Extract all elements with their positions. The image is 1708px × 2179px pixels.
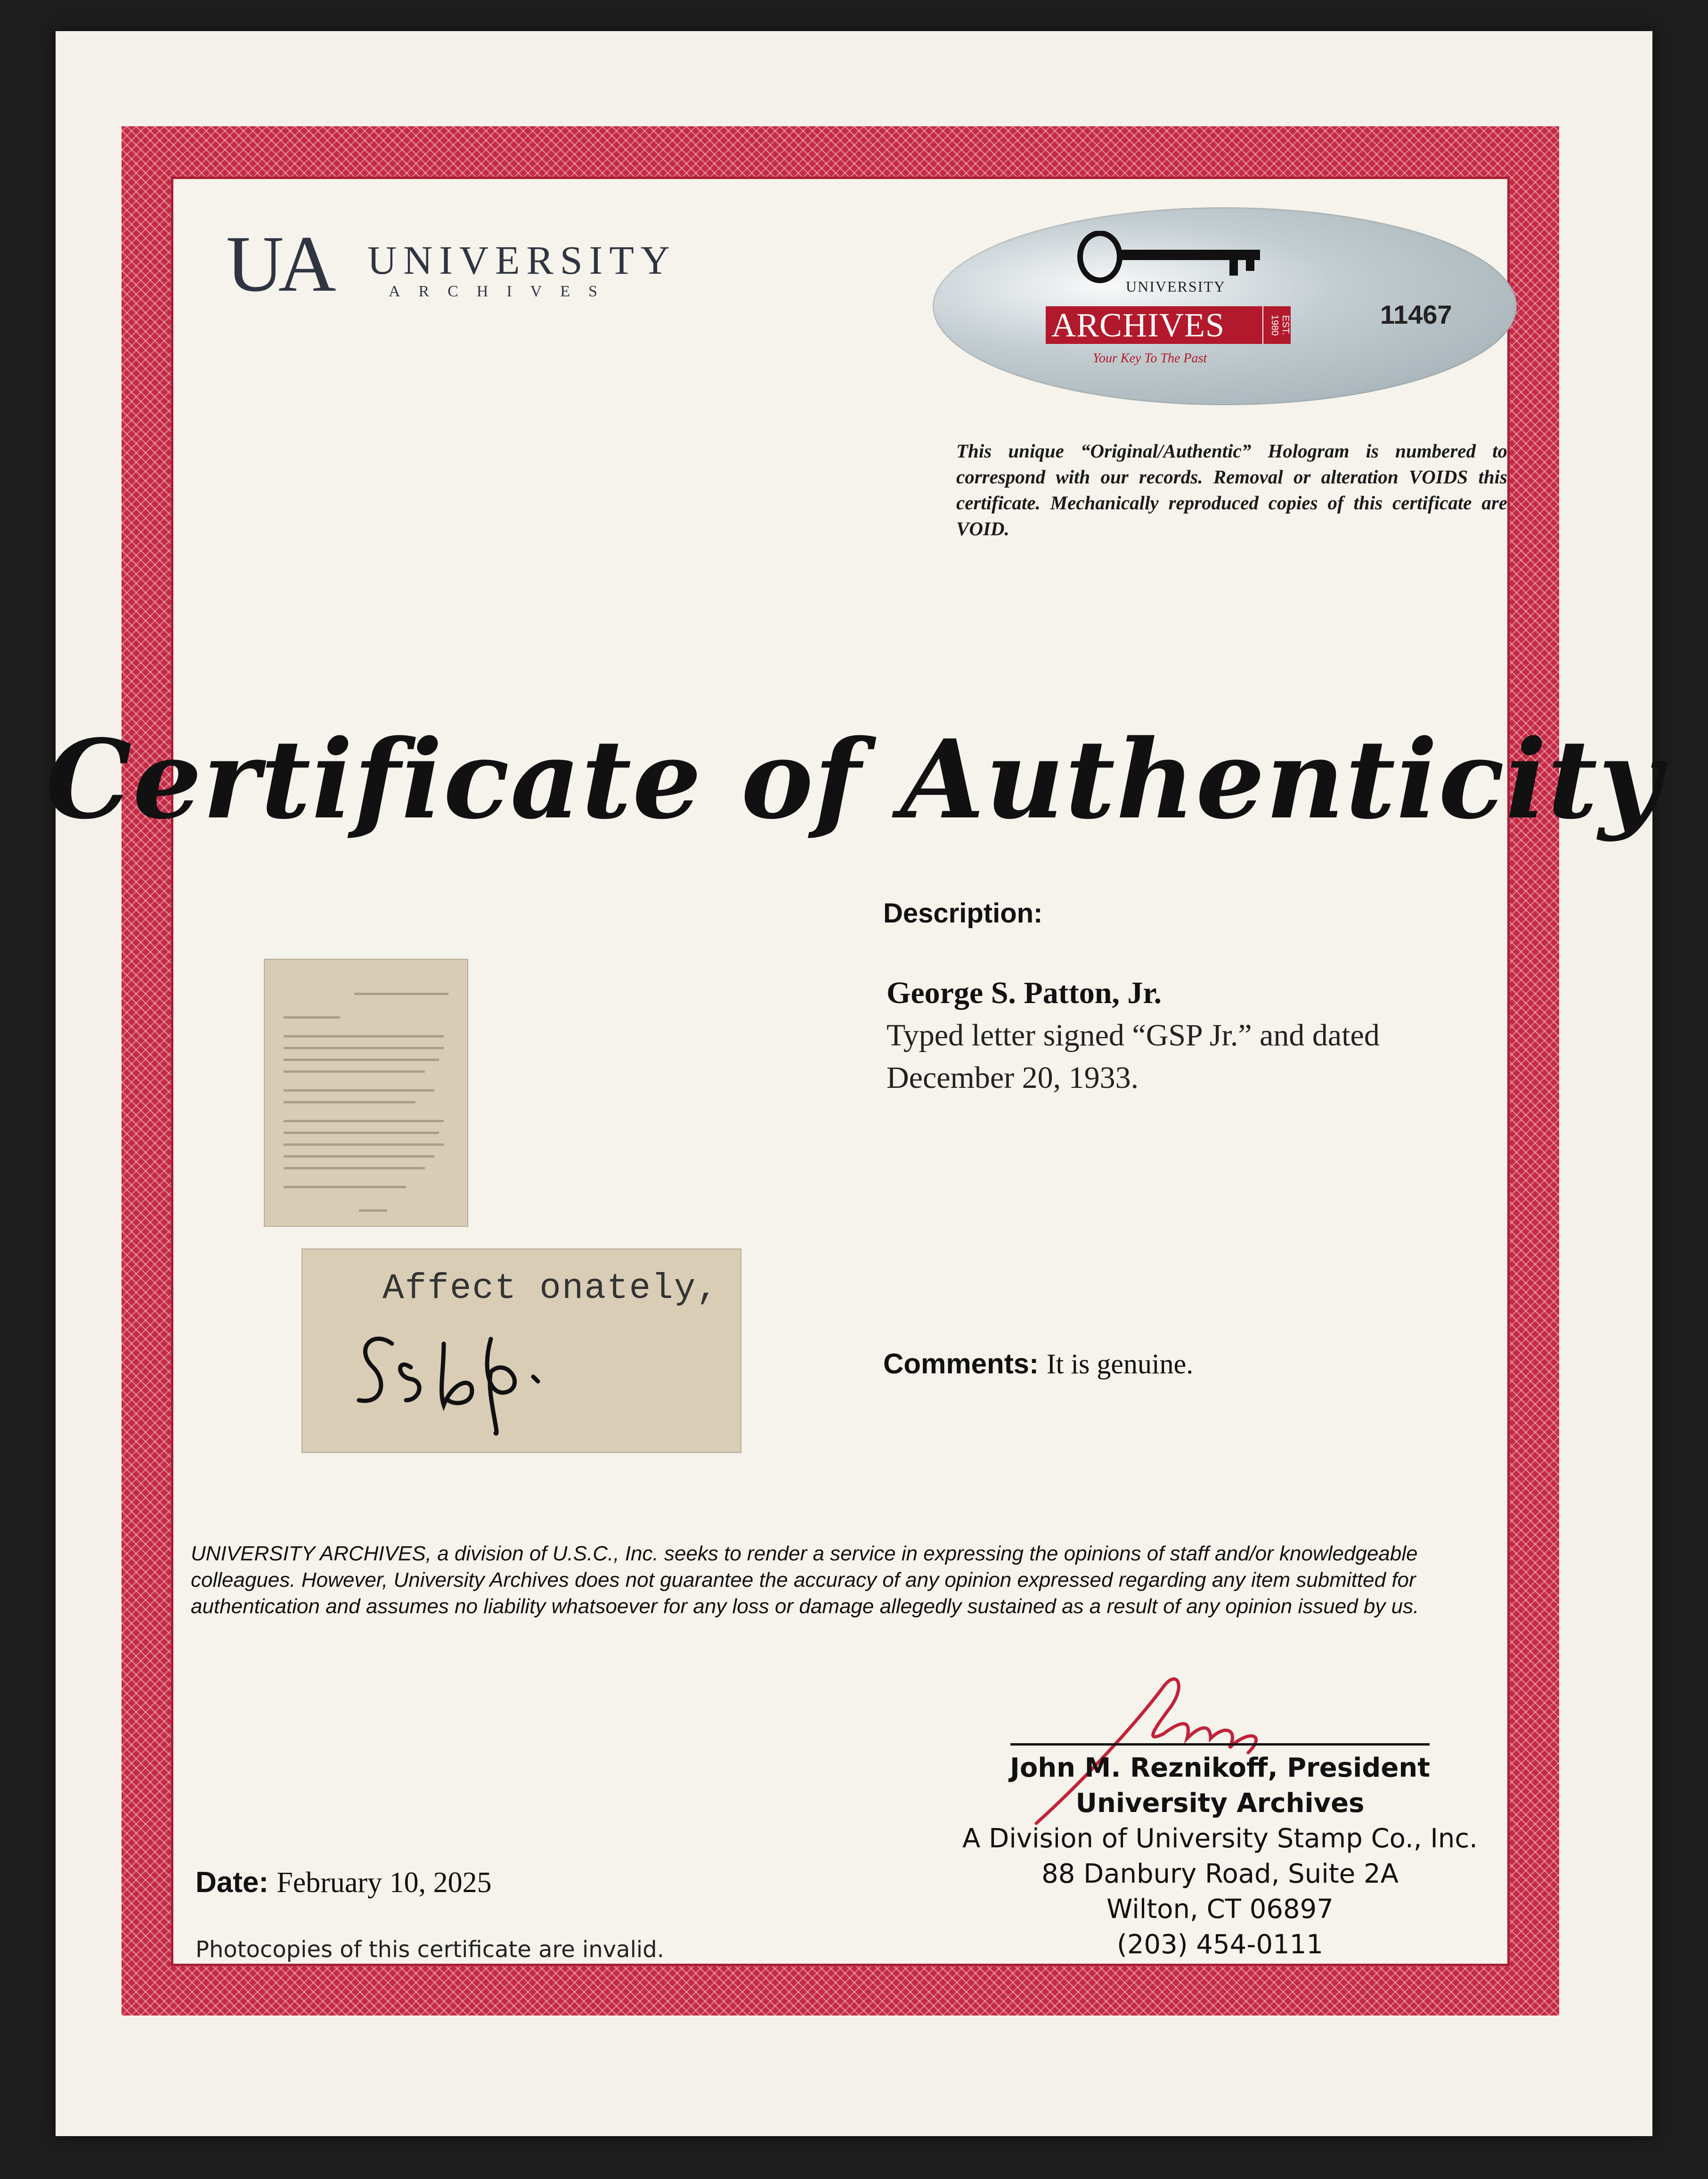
comments-label: Comments: <box>883 1348 1039 1379</box>
date-label: Date: <box>195 1866 269 1899</box>
logo-subtitle: ARCHIVES <box>389 283 616 300</box>
description-line-1: Typed letter signed “GSP Jr.” and dated <box>887 1018 1380 1053</box>
comments-value: It is genuine. <box>1046 1348 1194 1379</box>
date-value: February 10, 2025 <box>277 1867 492 1899</box>
address-line-2: Wilton, CT 06897 <box>1106 1894 1334 1925</box>
certificate-date <box>195 1866 492 1900</box>
signature-line <box>1010 1743 1430 1746</box>
hologram-notice: This unique “Original/Authentic” Hologram is numbered to correspond with our records. Removal or alteration VOIDS this certificate. Mechanically reproduced copies of this certificate are VOID. <box>956 440 1507 539</box>
phone-number: (203) 454-0111 <box>1117 1929 1323 1960</box>
disclaimer-text: UNIVERSITY ARCHIVES, a division of U.S.C., Inc. seeks to render a service in expressing the opinions of staff and/or knowledgeable colleagues. However, University Archives does not guarantee the accuracy of any opinion expressed regarding any item submitted for authentication and assumes no liability whatsoever for any loss or damage allegedly sustained as a result of any opinion issued by us. <box>191 1542 1419 1618</box>
logo-name: UNIVERSITY <box>367 237 676 283</box>
certificate-title: Certificate of Authenticity <box>45 716 1663 843</box>
typed-closing: Affect onately, <box>382 1268 719 1309</box>
logo-mark: UA <box>226 220 331 308</box>
description-line-2: December 20, 1933. <box>887 1061 1139 1095</box>
comments <box>883 1347 1193 1380</box>
patton-signature <box>302 1249 740 1452</box>
hologram-tagline: Your Key To The Past <box>1093 351 1207 366</box>
signature-detail-image <box>301 1249 741 1453</box>
letter-image <box>264 959 468 1227</box>
item-name: George S. Patton, Jr. <box>887 976 1162 1010</box>
president-name: John M. Reznikoff, President <box>1009 1753 1430 1783</box>
division-line: A Division of University Stamp Co., Inc. <box>962 1823 1478 1854</box>
photocopy-notice: Photocopies of this certificate are invalid. <box>195 1936 664 1963</box>
authenticity-hologram <box>933 207 1517 405</box>
hologram-est: EST. 1980 <box>1262 306 1291 344</box>
hologram-number: 11467 <box>1380 300 1452 329</box>
hologram-small-text: UNIVERSITY <box>1126 278 1226 295</box>
hologram-brand: ARCHIVES <box>1046 306 1291 344</box>
organization-name: University Archives <box>1075 1788 1365 1819</box>
description-label: Description: <box>883 898 1043 929</box>
address-line-1: 88 Danbury Road, Suite 2A <box>1041 1859 1399 1889</box>
university-archives-logo <box>226 220 697 308</box>
